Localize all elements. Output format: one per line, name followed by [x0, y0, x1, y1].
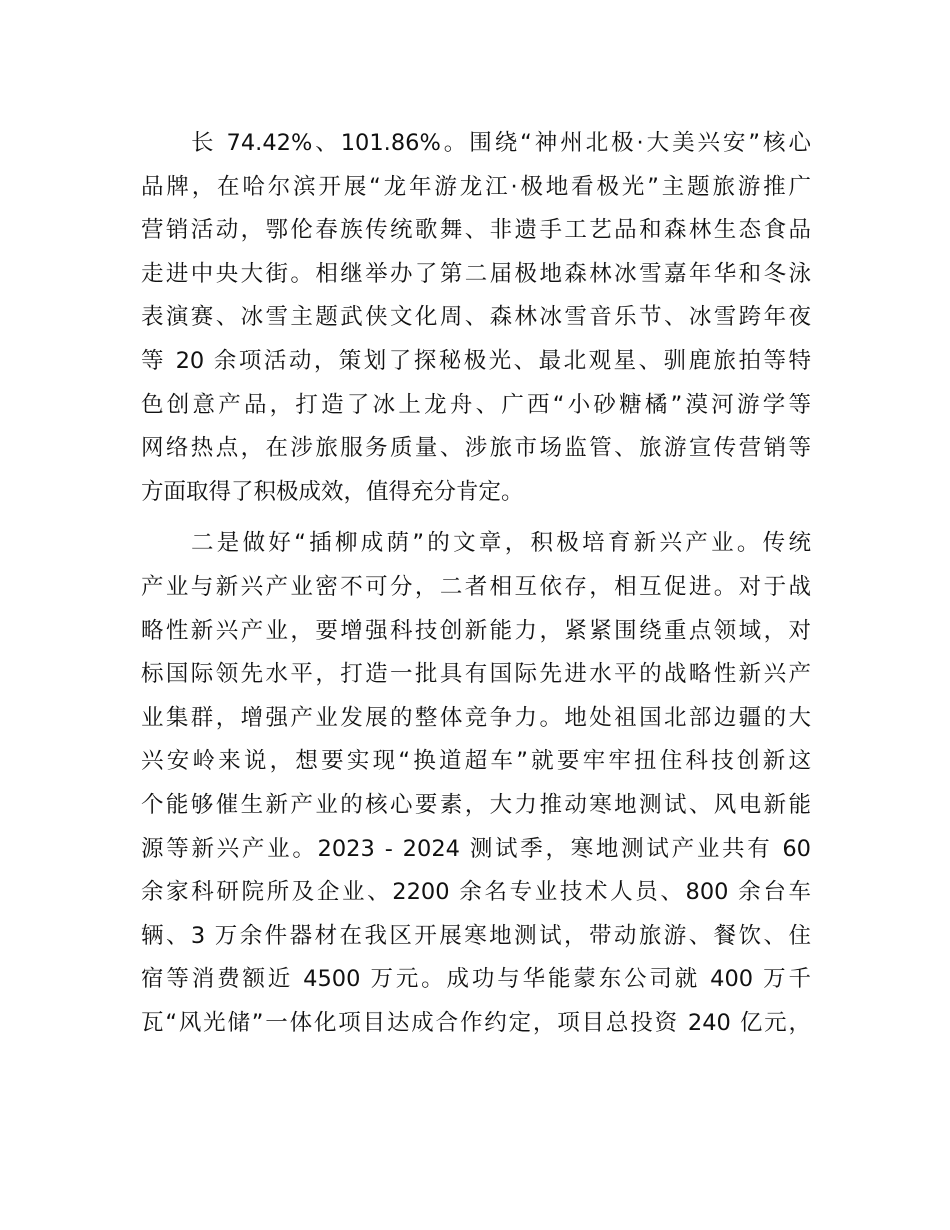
text-line: 个能够催生新产业的核心要素，大力推动寒地测试、风电新能 [141, 791, 811, 818]
paragraph-emerging-industries [141, 522, 811, 1045]
text-line: 源等新兴产业。2023 - 2024 测试季，寒地测试产业共有 60 [141, 835, 811, 862]
text-line: 辆、3 万余件器材在我区开展寒地测试，带动旅游、餐饮、住 [141, 922, 811, 949]
document-body [141, 122, 811, 1045]
text-line: 长 74.42%、101.86%。围绕“神州北极·大美兴安”核心 [191, 130, 811, 156]
text-line: 营销活动，鄂伦春族传统歌舞、非遗手工艺品和森林生态食品 [141, 217, 811, 244]
paragraph-spacing [141, 514, 811, 522]
text-line: 瓦“风光储”一体化项目达成合作约定，项目总投资 240 亿元， [141, 1009, 811, 1036]
text-line: 网络热点，在涉旅服务质量、涉旅市场监管、旅游宣传营销等 [141, 435, 811, 462]
text-line: 品牌，在哈尔滨开展“龙年游龙江·极地看极光”主题旅游推广 [141, 173, 811, 200]
text-line: 走进中央大街。相继举办了第二届极地森林冰雪嘉年华和冬泳 [141, 260, 811, 287]
text-line: 标国际领先水平，打造一批具有国际先进水平的战略性新兴产 [141, 661, 811, 688]
text-line: 余家科研院所及企业、2200 余名专业技术人员、800 余台车 [141, 879, 811, 906]
text-line: 业集群，增强产业发展的整体竞争力。地处祖国北部边疆的大 [141, 704, 811, 731]
text-line: 色创意产品，打造了冰上龙舟、广西“小砂糖橘”漠河游学等 [141, 391, 811, 418]
paragraph-tourism-results [141, 122, 811, 514]
text-line: 二是做好“插柳成荫”的文章，积极培育新兴产业。传统 [191, 530, 811, 557]
text-line: 等 20 余项活动，策划了探秘极光、最北观星、驯鹿旅拍等特 [141, 347, 811, 374]
text-line: 略性新兴产业，要增强科技创新能力，紧紧围绕重点领域，对 [141, 617, 811, 644]
text-line: 表演赛、冰雪主题武侠文化周、森林冰雪音乐节、冰雪跨年夜 [141, 304, 811, 331]
text-line: 产业与新兴产业密不可分，二者相互依存，相互促进。对于战 [141, 573, 811, 600]
text-line: 宿等消费额近 4500 万元。成功与华能蒙东公司就 400 万千 [141, 966, 811, 993]
text-line: 兴安岭来说，想要实现“换道超车”就要牢牢扭住科技创新这 [141, 748, 811, 775]
text-line: 方面取得了积极成效，值得充分肯定。 [141, 478, 524, 505]
